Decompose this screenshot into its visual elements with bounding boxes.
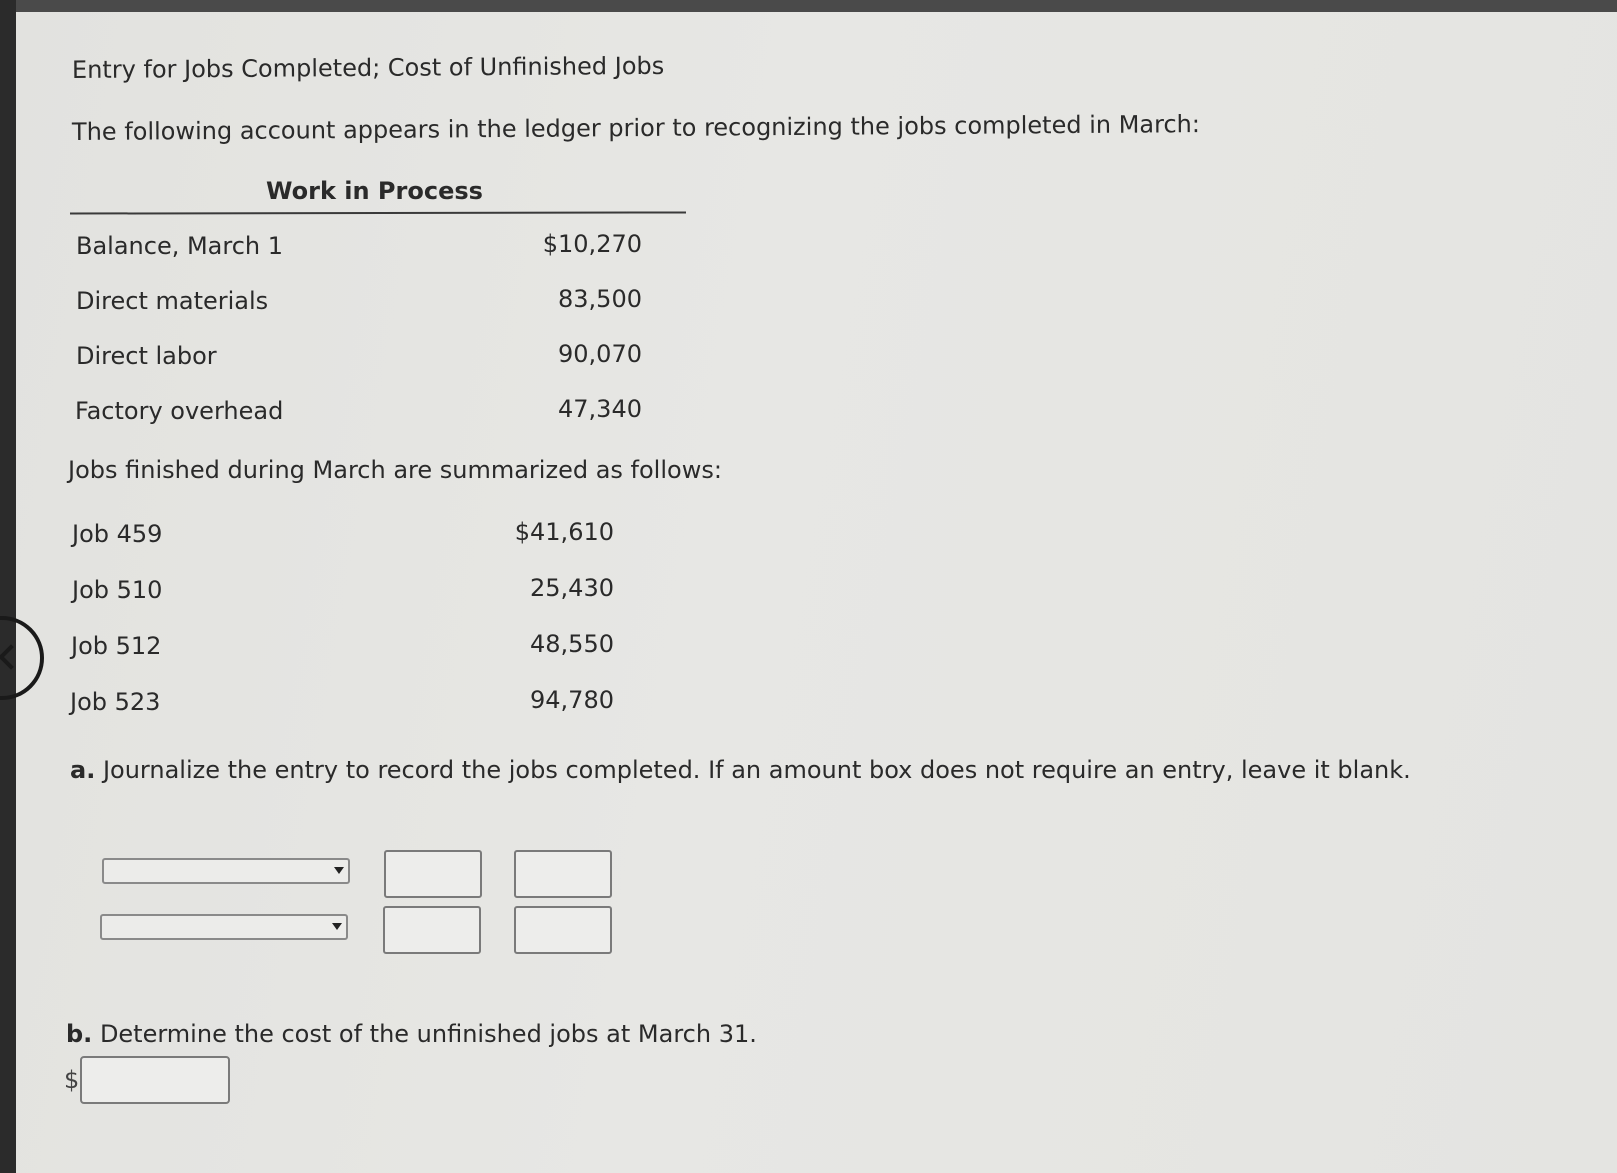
question-b-letter: b. (66, 1020, 93, 1048)
question-a (70, 756, 1411, 784)
account-row-label: Direct labor (76, 342, 217, 370)
debit-amount-input-1[interactable] (384, 850, 482, 898)
journal-account-select-2[interactable] (100, 914, 348, 940)
chevron-left-icon (0, 644, 24, 669)
question-b (66, 1020, 757, 1048)
account-row-value: $10,270 (542, 230, 642, 258)
account-row-value: 47,340 (558, 395, 642, 423)
credit-amount-input-1[interactable] (514, 850, 612, 898)
job-label: Job 510 (72, 576, 163, 604)
job-value: 94,780 (530, 686, 614, 714)
job-value: 25,430 (530, 574, 614, 602)
credit-amount-input-2[interactable] (514, 906, 612, 954)
debit-amount-input-2[interactable] (383, 906, 481, 954)
page-title: Entry for Jobs Completed; Cost of Unfinished Jobs (71, 51, 665, 84)
account-header: Work in Process (266, 177, 483, 205)
job-value: 48,550 (530, 630, 614, 658)
job-label: Job 523 (70, 688, 161, 716)
account-row-value: 90,070 (558, 340, 642, 368)
screen-bezel (0, 0, 16, 1173)
account-row-value: 83,500 (558, 285, 642, 313)
job-label: Job 459 (72, 520, 163, 548)
currency-symbol: $ (64, 1066, 80, 1094)
unfinished-jobs-cost-input[interactable] (80, 1056, 230, 1104)
question-a-letter: a. (70, 756, 96, 784)
job-value: $41,610 (514, 518, 614, 546)
account-row-label: Balance, March 1 (76, 232, 284, 260)
chevron-down-icon (334, 867, 344, 874)
account-row-label: Factory overhead (75, 397, 284, 425)
top-bar (16, 0, 1617, 12)
journal-account-select-1[interactable] (102, 858, 350, 884)
question-b-text: Determine the cost of the unfinished jobs at March 31. (99, 1020, 757, 1048)
chevron-down-icon (332, 923, 342, 930)
account-row-label: Direct materials (76, 287, 269, 315)
back-button[interactable] (0, 616, 44, 700)
job-label: Job 512 (71, 632, 162, 660)
account-rule (70, 211, 686, 214)
question-a-text: Journalize the entry to record the jobs completed. If an amount box does not require an entry, leave it blank. (102, 756, 1411, 784)
intro-text: The following account appears in the ledger prior to recognizing the jobs completed in March: (71, 110, 1201, 146)
jobs-intro: Jobs finished during March are summarized as follows: (68, 456, 722, 484)
